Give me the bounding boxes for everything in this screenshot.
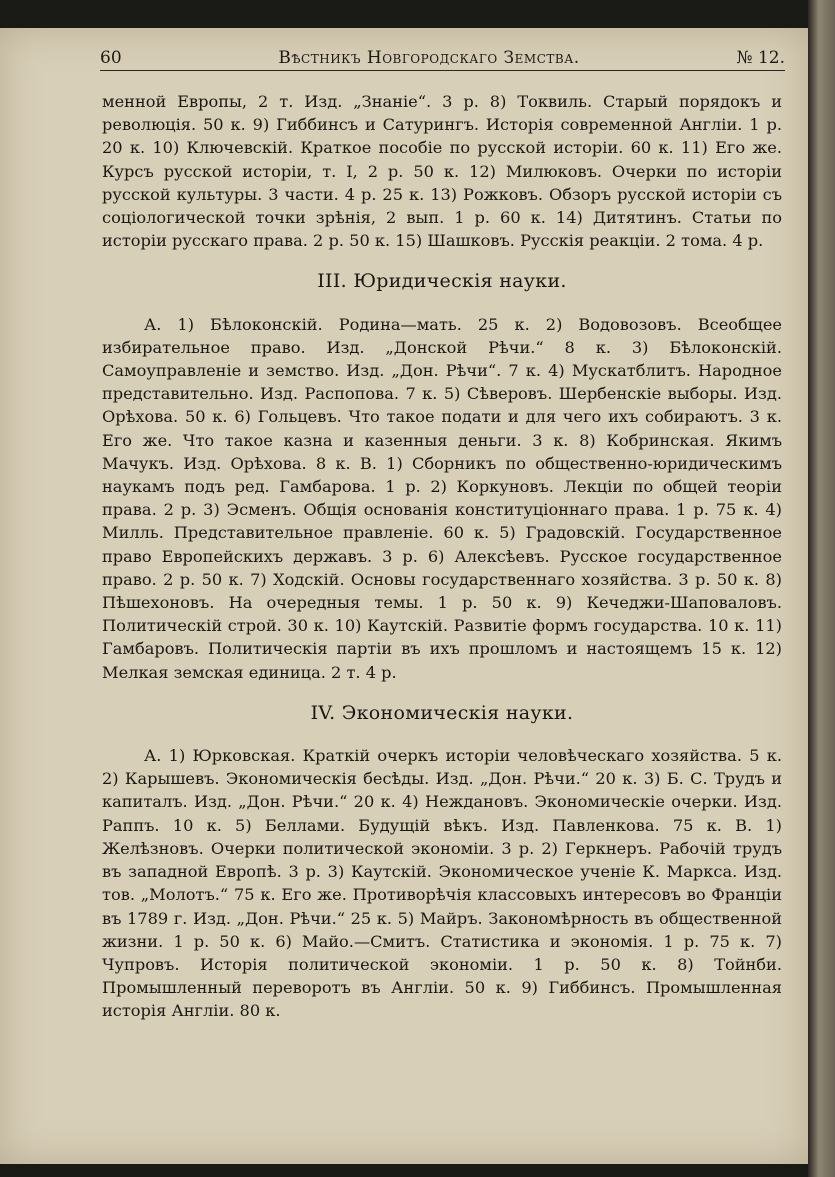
document-page [0,28,808,1164]
paragraph-economic: А. 1) Юрковская. Краткій очеркъ исторіи человѣческаго хозяйства. 5 к. 2) Карышевъ. Экономическія бесѣды. Изд. „Дон. Рѣчи.“ 20 к. 3) Б. С. Трудъ и капиталъ. Изд. „Дон. Рѣчи.“ 20 к. 4) Неждановъ. Экономическіе очерки. Изд. Раппъ. 10 к. 5) Беллами. Будущій вѣкъ. Изд. Павленкова. 75 к. В. 1) Желѣзновъ. Очерки политической экономіи. 3 р. 2) Геркнеръ. Рабочій трудъ въ западной Европѣ. 3 р. 3) Каутскій. Экономическое ученіе К. Маркса. Изд. тов. „Молотъ.“ 75 к. Его же. Противорѣчія классовыхъ интересовъ во Франціи въ 1789 г. Изд. „Дон. Рѣчи.“ 25 к. 5) Майръ. Закономѣрность въ общественной жизни. 1 р. 50 к. 6) Майо.—Смитъ. Статистика и экономія. 1 р. 75 к. 7) Чупровъ. Исторія политической экономіи. 1 р. 50 к. 8) Тойнби. Промышленный переворотъ въ Англіи. 50 к. 9) Гиббинсъ. Промышленная исторія Англіи. 80 к. [102,746,782,1021]
issue-number: № 12. [736,48,785,68]
journal-title: Вѣстникъ Новгородскаго Земства. [278,48,580,68]
paragraph-juridical: А. 1) Бѣлоконскій. Родина—мать. 25 к. 2) Водовозовъ. Всеобщее избирательное право. Изд. „Донской Рѣчи.“ 8 к. 3) Бѣлоконскій. Самоуправленіе и земство. Изд. „Дон. Рѣчи“. 7 к. 4) Мускатблитъ. Народное представительно. Изд. Распопова. 7 к. 5) Сѣверовъ. Шербенскіе выборы. Изд. Орѣхова. 50 к. 6) Гольцевъ. Что такое подати и для чего ихъ собираютъ. 3 к. Его же. Что такое казна и казенныя деньги. 3 к. 8) Кобринская. Якимъ Мачукъ. Изд. Орѣхова. 8 к. В. 1) Сборникъ по общественно-юридическимъ наукамъ подъ ред. Гамбарова. 1 р. 2) Коркуновъ. Лекціи по общей теоріи права. 2 р. 3) Эсменъ. Общія основанія конституціоннаго права. 1 р. 75 к. 4) Милль. Представительное правленіе. 60 к. 5) Градовскій. Государственное право Европейскихъ державъ. 3 р. 6) Алексѣевъ. Русское государственное право. 2 р. 50 к. 7) Ходскій. Основы государственнаго хозяйства. 3 р. 50 к. 8) Пѣшехоновъ. На очередныя темы. 1 р. 50 к. 9) Кечеджи-Шаповаловъ. Политическій строй. 30 к. 10) Каутскій. Развитіе формъ государства. 10 к. 11) Гамбаровъ. Политическія партіи въ ихъ прошломъ и настоящемъ 15 к. 12) Мелкая земская единица. 2 т. 4 р. [102,314,782,682]
page-body [102,90,782,1023]
section-title-economic: IV. Экономическія науки. [310,701,574,724]
running-header [100,48,785,68]
header-rule [100,70,785,71]
page-number: 60 [100,48,122,68]
paragraph-continuation: менной Европы, 2 т. Изд. „Знаніе“. 3 р. 8) Токвиль. Старый порядокъ и революція. 50 к. 9) Гиббинсъ и Сатурингъ. Исторія современной Англіи. 1 р. 20 к. 10) Ключевскій. Краткое пособіе по русской исторіи. 60 к. 11) Его же. Курсъ русской исторіи, т. I, 2 р. 50 к. 12) Милюковъ. Очерки по исторіи русской культуры. 3 части. 4 р. 25 к. 13) Рожковъ. Обзоръ русской исторіи съ соціологической точки зрѣнія, 2 вып. 1 р. 60 к. 14) Дитятинъ. Статьи по исторіи русскаго права. 2 р. 50 к. 15) Шашковъ. Русскія реакціи. 2 тома. 4 р. [102,92,782,251]
page-edge [808,0,835,1177]
section-title-juridical: III. Юридическія науки. [317,270,567,293]
